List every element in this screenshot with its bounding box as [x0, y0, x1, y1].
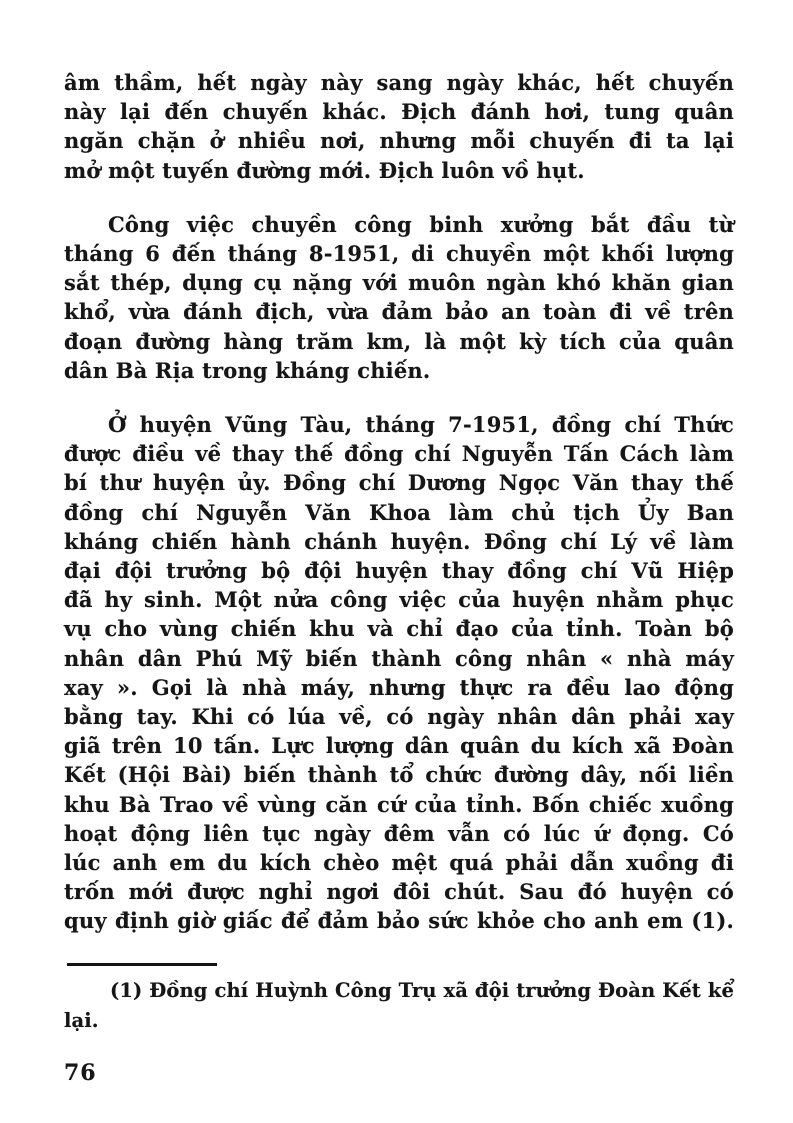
- text-line: ngăn chặn ở nhiều nơi, nhưng mỗi chuyến đi ta lại: [64, 128, 734, 154]
- text-line: hoạt động liên tục ngày đêm vẫn có lúc ứ đọng. Có: [64, 820, 734, 846]
- text-line: xay ». Gọi là nhà máy, nhưng thực ra đều lao động: [64, 674, 734, 700]
- text-line: bí thư huyện ủy. Đồng chí Dương Ngọc Văn thay thế: [64, 470, 734, 496]
- text-line: kháng chiến hành chánh huyện. Đồng chí Lý về làm: [64, 528, 734, 554]
- text-line: trốn mới được nghỉ ngơi đôi chút. Sau đó huyện có: [64, 879, 734, 905]
- text-line: khu Bà Trao về vùng căn cứ của tỉnh. Bốn chiếc xuồng: [64, 791, 734, 817]
- text-line: Công việc chuyền công binh xưởng bắt đầu từ: [108, 211, 734, 237]
- text-line: đại đội trưởng bộ đội huyện thay đồng chí Vũ Hiệp: [64, 558, 734, 584]
- text-line: âm thầm, hết ngày này sang ngày khác, hết chuyến: [64, 70, 734, 95]
- text-line: này lại đến chuyến khác. Địch đánh hơi, tung quân: [64, 99, 734, 125]
- text-line: giã trên 10 tấn. Lực lượng dân quân du kích xã Đoàn: [64, 733, 734, 759]
- text-line: Ở huyện Vũng Tàu, tháng 7-1951, đồng chí Thức: [108, 412, 734, 438]
- text-line: đoạn đường hàng trăm km, là một kỳ tích của quân: [64, 328, 734, 354]
- text-line: (1) Đồng chí Huỳnh Công Trụ xã đội trưởng Đoàn Kết kể: [110, 978, 734, 1002]
- text-line: đồng chí Nguyễn Văn Khoa làm chủ tịch Ủy Ban: [64, 499, 734, 525]
- text-line: được điều về thay thế đồng chí Nguyễn Tấn Cách làm: [64, 441, 734, 467]
- footnote-separator-rule: [67, 963, 217, 966]
- text-line: bằng tay. Khi có lúa về, có ngày nhân dân phải xay: [64, 704, 734, 730]
- paragraph: [64, 410, 734, 936]
- text-line: nhân dân Phú Mỹ biến thành công nhân « nhà máy: [64, 645, 734, 671]
- text-column: [64, 68, 734, 1086]
- paragraph: [64, 68, 734, 185]
- text-line: lại.: [64, 1008, 99, 1032]
- text-line: quy định giờ giấc để đảm bảo sức khỏe cho anh em (1).: [64, 908, 734, 934]
- text-line: khổ, vừa đánh địch, vừa đảm bảo an toàn đi về trên: [64, 299, 734, 325]
- paragraph: [64, 976, 734, 1036]
- text-line: đã hy sinh. Một nửa công việc của huyện nhằm phục: [64, 587, 734, 613]
- text-line: vụ cho vùng chiến khu và chỉ đạo của tỉnh. Toàn bộ: [64, 616, 734, 642]
- page-number: 76: [64, 1059, 97, 1086]
- paragraph: [64, 210, 734, 385]
- text-line: sắt thép, dụng cụ nặng với muôn ngàn khó khăn gian: [64, 270, 734, 296]
- footnote: [64, 976, 734, 1036]
- text-line: dân Bà Rịa trong kháng chiến.: [64, 357, 431, 383]
- text-line: tháng 6 đến tháng 8-1951, di chuyền một khối lượng: [64, 241, 734, 267]
- text-line: Kết (Hội Bài) biến thành tổ chức đường dây, nối liền: [64, 762, 734, 788]
- text-line: lúc anh em du kích chèo mệt quá phải dẫn xuồng đi: [64, 850, 734, 876]
- text-line: mở một tuyến đường mới. Địch luôn vồ hụt.: [64, 157, 585, 183]
- body-text: [64, 68, 734, 936]
